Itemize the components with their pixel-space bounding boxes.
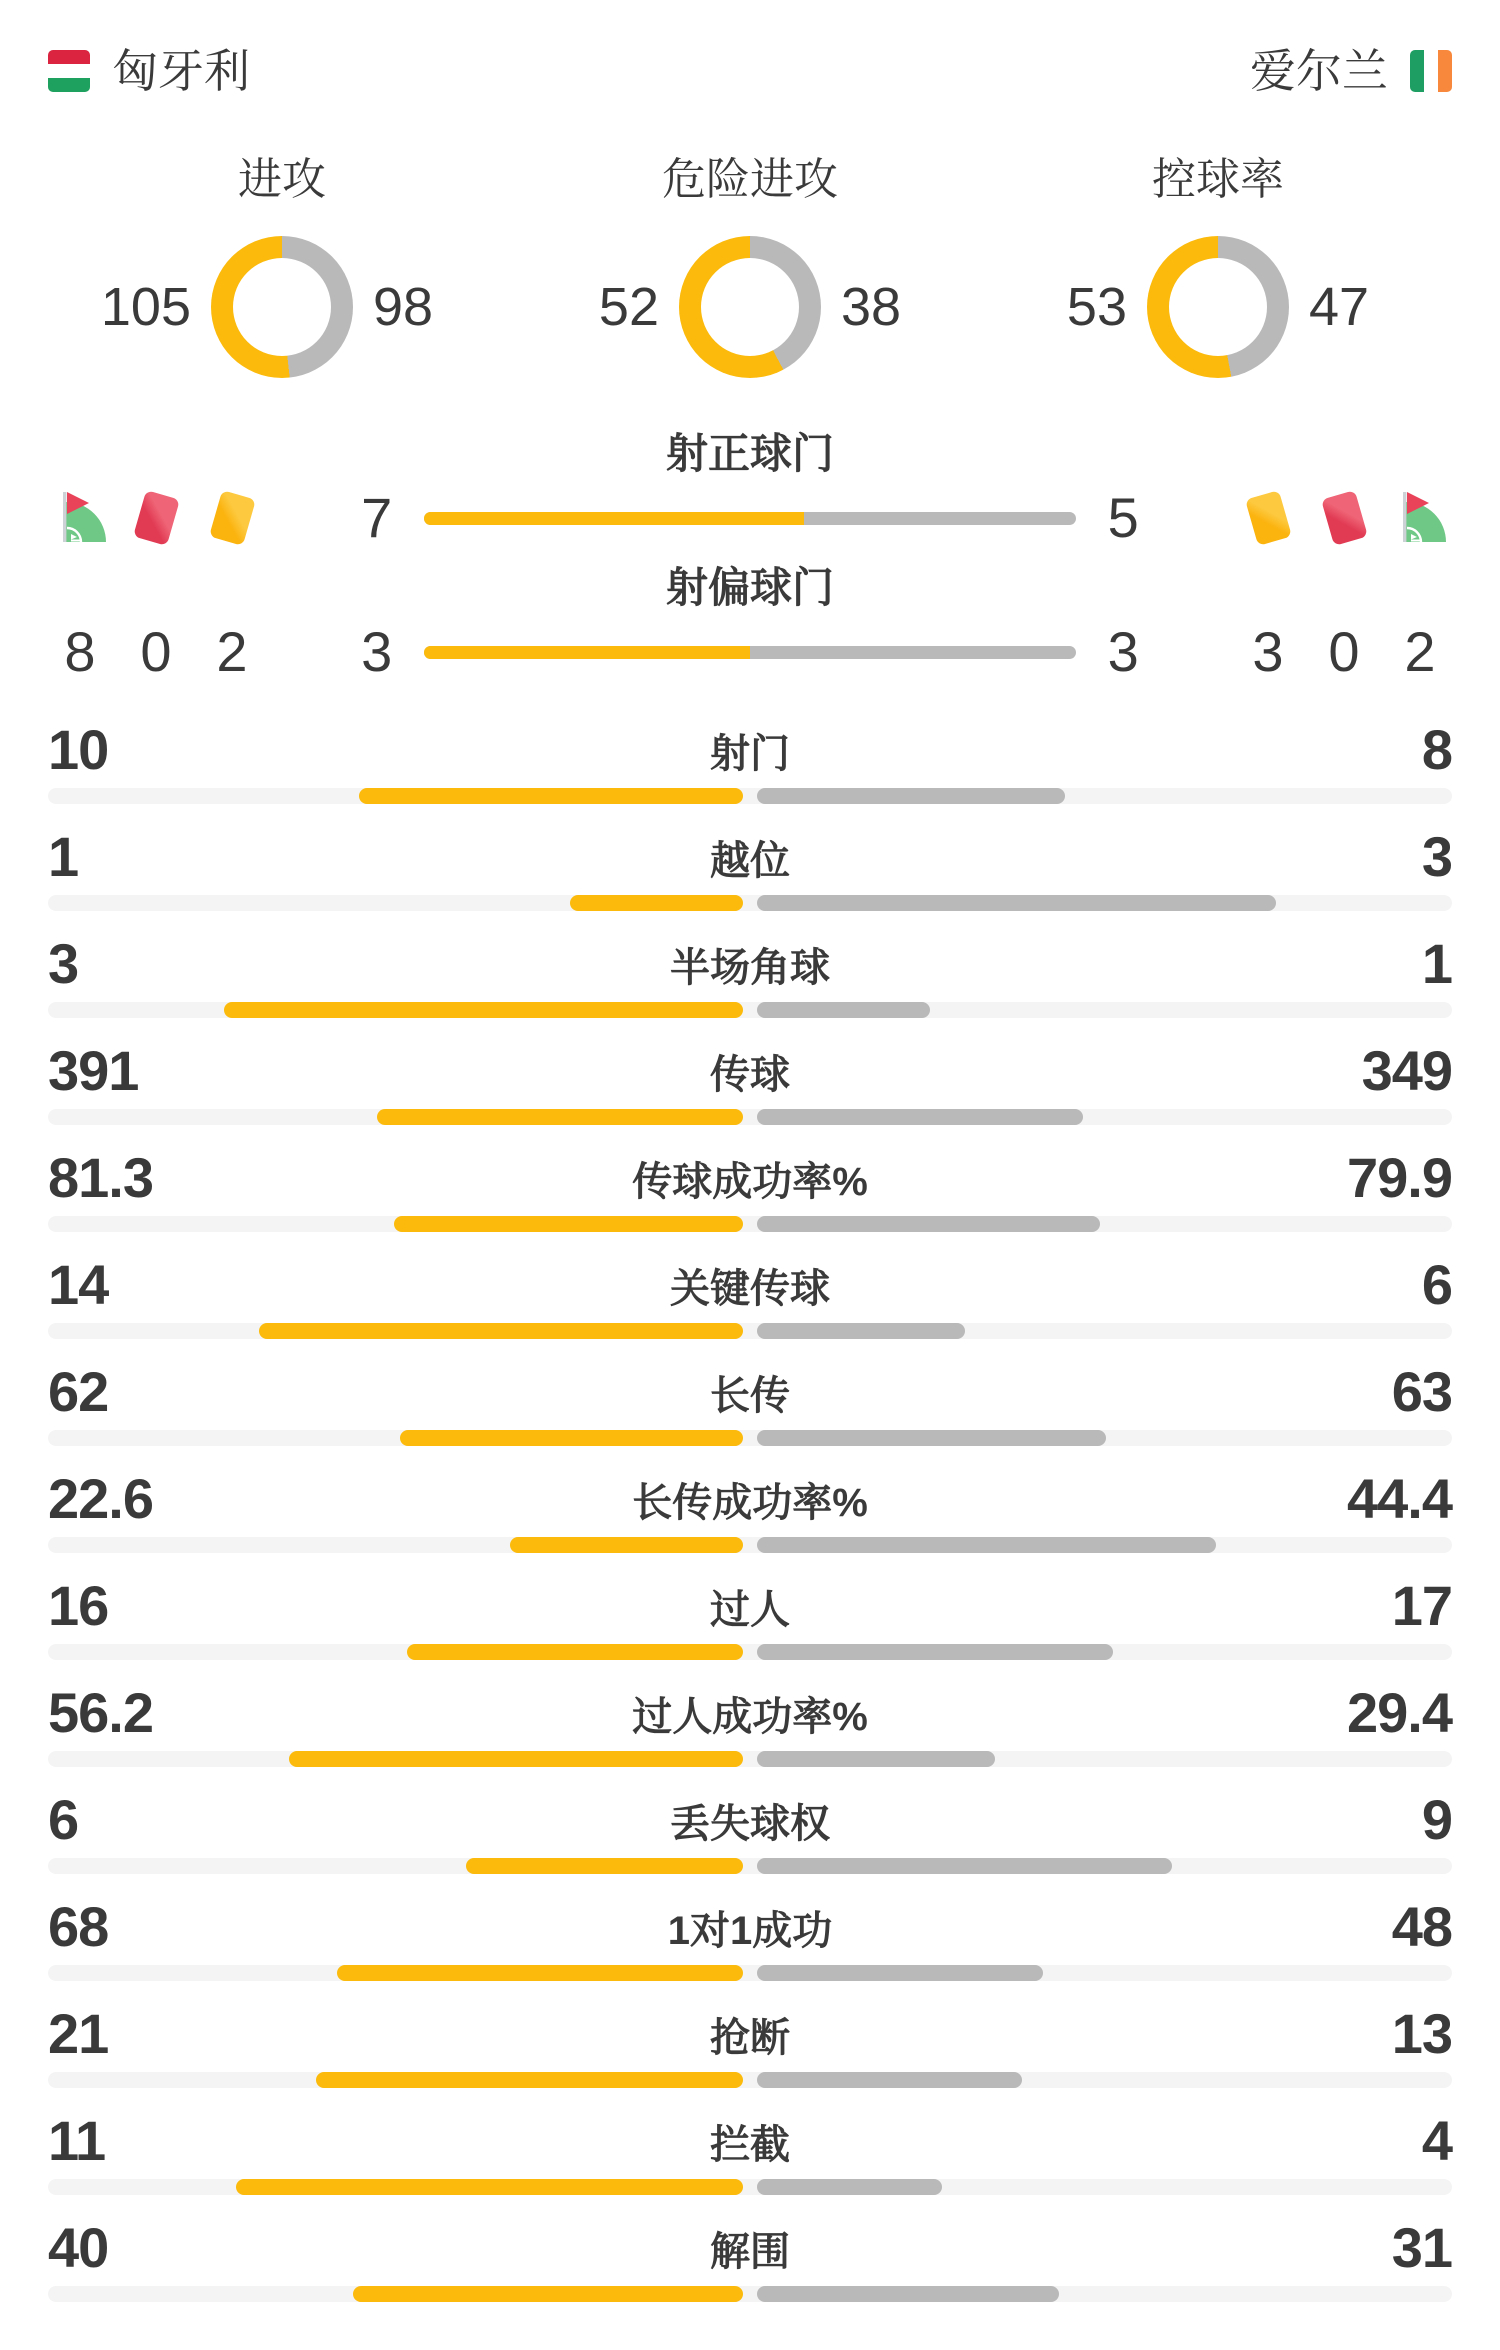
- stat-away-value: 29.4: [1347, 1681, 1452, 1744]
- stat-row: [48, 932, 1452, 1018]
- stat-bar-home: [236, 2179, 743, 2195]
- stat-label: 射门: [710, 732, 790, 776]
- stat-row: [48, 1574, 1452, 1660]
- stat-home-value: 11: [48, 2109, 106, 2172]
- donut-group: [984, 155, 1452, 378]
- stat-away-value: 48: [1391, 1895, 1452, 1958]
- stat-bar-away: [757, 2179, 942, 2195]
- stat-bar-away: [757, 788, 1065, 804]
- stat-bar-away: [757, 1858, 1172, 1874]
- yellow-card-icon: [200, 486, 264, 550]
- corner-flag-icon: [48, 486, 112, 550]
- stat-label: 传球: [710, 1053, 790, 1097]
- stat-row: [48, 1788, 1452, 1874]
- red-card-icon: [124, 486, 188, 550]
- stat-label: 过人成功率%: [632, 1695, 868, 1739]
- donut-title: 危险进攻: [662, 155, 838, 204]
- stat-away-value: 63: [1391, 1360, 1452, 1423]
- stat-home-value: 22.6: [48, 1467, 153, 1530]
- stat-bar-home: [359, 788, 743, 804]
- away-red-cards-value: 0: [1328, 620, 1360, 683]
- stat-label: 长传: [710, 1374, 790, 1418]
- donut-chart: [1147, 236, 1289, 378]
- stat-away-value: 8: [1421, 718, 1452, 781]
- stat-label: 抢断: [710, 2016, 790, 2060]
- stat-row: [48, 2109, 1452, 2195]
- stat-bar-away: [757, 1002, 930, 1018]
- stat-label: 半场角球: [670, 946, 830, 990]
- away-corners-value: 2: [1404, 620, 1436, 683]
- stat-bar-away: [757, 1109, 1083, 1125]
- stat-home-value: 68: [48, 1895, 109, 1958]
- stat-away-value: 31: [1391, 2216, 1452, 2279]
- stat-label: 解围: [710, 2230, 790, 2274]
- shots-off-target-row: [48, 618, 1452, 686]
- home-discipline-icons: [48, 486, 264, 550]
- stat-bar-home: [394, 1216, 743, 1232]
- shots-off-target-away-value: 3: [1107, 620, 1139, 683]
- stat-home-value: 391: [48, 1039, 139, 1102]
- donut-title: 进攻: [238, 155, 326, 204]
- corner-flag-icon: [1388, 486, 1452, 550]
- stat-row: [48, 1360, 1452, 1446]
- stat-home-value: 81.3: [48, 1146, 153, 1209]
- stat-track: [48, 2286, 1452, 2302]
- stat-label: 越位: [710, 839, 790, 883]
- donut-away-value: 47: [1309, 277, 1370, 337]
- home-team-name: 匈牙利: [112, 45, 250, 97]
- donut-home-value: 52: [598, 277, 659, 337]
- stat-track: [48, 2072, 1452, 2088]
- stat-row: [48, 1039, 1452, 1125]
- donut-away-value: 98: [373, 277, 434, 337]
- donut-chart: [211, 236, 353, 378]
- stat-list: [48, 718, 1452, 2302]
- stat-away-value: 17: [1391, 1574, 1452, 1637]
- donut-home-value: 53: [1066, 277, 1127, 337]
- stat-bar-home: [377, 1109, 743, 1125]
- stat-away-value: 6: [1421, 1253, 1452, 1316]
- stat-bar-away: [757, 1751, 995, 1767]
- stat-home-value: 16: [48, 1574, 109, 1637]
- shots-on-target-home-value: 7: [361, 486, 393, 549]
- stat-track: [48, 2179, 1452, 2195]
- header: [48, 42, 1452, 100]
- stat-row: [48, 718, 1452, 804]
- donut-section: [48, 155, 1452, 378]
- away-yellow-cards-value: 3: [1252, 620, 1284, 683]
- away-team: [1250, 45, 1452, 97]
- stat-away-value: 13: [1391, 2002, 1452, 2065]
- shots-on-target-row: [48, 484, 1452, 552]
- stat-bar-away: [757, 1965, 1043, 1981]
- stat-away-value: 79.9: [1347, 1146, 1452, 1209]
- away-team-name: 爱尔兰: [1250, 45, 1388, 97]
- stat-bar-home: [466, 1858, 743, 1874]
- stat-label: 传球成功率%: [632, 1160, 868, 1204]
- donut-group: [48, 155, 516, 378]
- stat-track: [48, 1537, 1452, 1553]
- ireland-flag-icon: [1410, 50, 1452, 92]
- stat-bar-away: [757, 1323, 965, 1339]
- home-red-cards-value: 0: [140, 620, 172, 683]
- donut-group: [516, 155, 984, 378]
- stat-away-value: 1: [1421, 932, 1452, 995]
- shots-on-target-away-value: 5: [1107, 486, 1139, 549]
- stat-row: [48, 2002, 1452, 2088]
- stat-bar-away: [757, 1430, 1106, 1446]
- stat-home-value: 10: [48, 718, 109, 781]
- stat-row: [48, 2216, 1452, 2302]
- stat-bar-home: [353, 2286, 743, 2302]
- stat-away-value: 9: [1421, 1788, 1452, 1851]
- stat-track: [48, 1644, 1452, 1660]
- stat-home-value: 14: [48, 1253, 109, 1316]
- stat-label: 拦截: [710, 2123, 790, 2167]
- home-corners-value: 8: [64, 620, 96, 683]
- shots-on-target-bar: [424, 512, 1075, 525]
- stat-away-value: 349: [1361, 1039, 1452, 1102]
- stat-bar-home: [407, 1644, 743, 1660]
- stat-row: [48, 1253, 1452, 1339]
- shots-off-target-bar: [424, 646, 1075, 659]
- stat-home-value: 21: [48, 2002, 109, 2065]
- donut-home-value: 105: [100, 277, 191, 337]
- stat-row: [48, 1467, 1452, 1553]
- stat-bar-away: [757, 2072, 1022, 2088]
- stat-track: [48, 1858, 1452, 1874]
- stat-home-value: 6: [48, 1788, 79, 1851]
- stat-label: 丢失球权: [670, 1802, 830, 1846]
- stat-bar-away: [757, 2286, 1059, 2302]
- stat-row: [48, 1895, 1452, 1981]
- stat-bar-home: [337, 1965, 743, 1981]
- stat-track: [48, 1323, 1452, 1339]
- red-card-icon: [1312, 486, 1376, 550]
- stat-label: 长传成功率%: [632, 1481, 868, 1525]
- home-discipline-values: [48, 620, 264, 683]
- away-discipline-icons: [1236, 486, 1452, 550]
- stat-row: [48, 825, 1452, 911]
- donut-chart: [679, 236, 821, 378]
- stat-track: [48, 1430, 1452, 1446]
- stat-track: [48, 788, 1452, 804]
- stat-bar-home: [570, 895, 743, 911]
- shots-off-target-home-value: 3: [361, 620, 393, 683]
- stat-bar-home: [259, 1323, 743, 1339]
- stat-away-value: 44.4: [1347, 1467, 1452, 1530]
- stat-bar-away: [757, 1644, 1113, 1660]
- hungary-flag-icon: [48, 50, 90, 92]
- stat-bar-away: [757, 1537, 1216, 1553]
- stat-home-value: 3: [48, 932, 79, 995]
- stat-bar-home: [224, 1002, 743, 1018]
- stat-track: [48, 895, 1452, 911]
- home-team: [48, 45, 250, 97]
- shots-on-target-label: 射正球门: [665, 430, 834, 477]
- stat-label: 过人: [710, 1588, 790, 1632]
- stat-label: 1对1成功: [667, 1909, 833, 1953]
- stat-track: [48, 1216, 1452, 1232]
- yellow-card-icon: [1236, 486, 1300, 550]
- stat-home-value: 40: [48, 2216, 109, 2279]
- stat-track: [48, 1002, 1452, 1018]
- stat-track: [48, 1965, 1452, 1981]
- home-yellow-cards-value: 2: [216, 620, 248, 683]
- stat-row: [48, 1681, 1452, 1767]
- stat-bar-home: [316, 2072, 743, 2088]
- stat-track: [48, 1109, 1452, 1125]
- stat-bar-away: [757, 1216, 1100, 1232]
- stat-bar-home: [510, 1537, 743, 1553]
- donut-title: 控球率: [1152, 155, 1284, 204]
- away-discipline-values: [1236, 620, 1452, 683]
- stat-home-value: 1: [48, 825, 79, 888]
- donut-away-value: 38: [841, 277, 902, 337]
- stat-away-value: 4: [1421, 2109, 1452, 2172]
- stat-home-value: 62: [48, 1360, 109, 1423]
- stat-bar-away: [757, 895, 1276, 911]
- stat-row: [48, 1146, 1452, 1232]
- stat-bar-home: [400, 1430, 743, 1446]
- stat-away-value: 3: [1421, 825, 1452, 888]
- shots-off-target-label: 射偏球门: [665, 564, 834, 611]
- stat-track: [48, 1751, 1452, 1767]
- stat-home-value: 56.2: [48, 1681, 153, 1744]
- stat-bar-home: [289, 1751, 743, 1767]
- stat-label: 关键传球: [670, 1267, 830, 1311]
